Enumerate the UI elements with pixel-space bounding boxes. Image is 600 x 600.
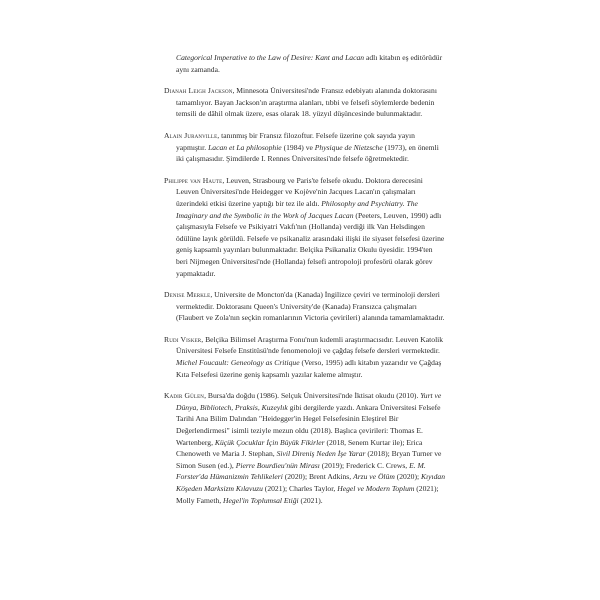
seg: Küçük Çocuklar İçin Büyük Fikirler <box>214 437 325 447</box>
seg: (2021); Charles Taylor, <box>262 484 338 493</box>
seg: (2021); Molly Fameth, <box>176 484 439 505</box>
contributor-entry-juranville <box>164 130 446 165</box>
seg: , Belçika Bilimsel Araştırma Fonu'nun kıdemli araştırmacısıdır. Leuven Katolik Üniversitesi Felsefe Enstitüsü'nde fenomenoloji ve çağdaş felsefe dersleri vermektedir. <box>176 334 444 356</box>
seg: Sivil Direniş Neden İşe Yarar <box>276 449 366 459</box>
contributor-name: Rudi Visker <box>164 334 202 344</box>
seg: , Minnesota Üniversitesi'nde Fransız edebiyatı alanında doktorasını tamamlıyor. Bayan Jackson'ın araştırma alanları, tıbbi ve felsefi söylemlerde bedenin temsili de dâhil olmak üzere, esas olarak 18. yüzyıl düşüncesinde bulunmaktadır. <box>176 86 437 119</box>
contributor-entry-gulen <box>164 390 446 506</box>
contributor-entry-continuation <box>164 52 446 75</box>
seg: Lacan et La philosophie <box>208 142 282 152</box>
contributor-name: Kadir Gülen <box>164 391 205 401</box>
seg: gibi dergilerde yazdı. Ankara Üniversitesi Felsefe Tarihi Ana Bilim Dalından "Heidegger'in Hegel Felsefesinin Eleştirel Bir Değerlendirmesi" isimli teziyle mezun oldu (2018). Başlıca çevirileri: Thomas E. Wartenberg, <box>176 402 441 447</box>
contributor-name: Denise Merkle <box>164 290 211 300</box>
seg: Yurt ve Dünya, Bibliotech, Praksis, Kuzeylık <box>176 391 442 412</box>
seg: , Leuven, Strasbourg ve Paris'te felsefe okudu. Doktora derecesini Leuven Üniversitesi'nde Heidegger ve Kojève'nin Jacques Lacan'ın çalışmaları üzerindeki etkisi üzerine yaptığı bir tez ile aldı. <box>176 175 423 208</box>
contributors-list <box>164 52 446 516</box>
seg: (1973), en önemli iki çalışmasıdır. Şimdilerde I. Rennes Üniversitesi'nde felsefe öğretmektedir. <box>176 142 439 164</box>
seg: Physique de Nietzsche <box>314 142 383 152</box>
seg: Philosophy and Psychiatry. The Imaginary and the Symbolic in the Work of Jacques Lacan <box>176 198 418 220</box>
seg: , Universite de Moncton'da (Kanada) İngilizce çeviri ve terminoloji dersleri vermektedir. Doktorasını Queen's University'de (Kanada) Fransızca çalışmaları (Flaubert ve Zola'nın seçkin romanlarının Victoria çevirileri) alanında tamamlamaktadır. <box>176 290 445 323</box>
seg: (2020); <box>394 472 421 482</box>
seg: (Peeters, Leuven, 1990) adlı çalışmasıyla Felsefe ve Psikiyatri Vakfı'nın (Hollanda) verdiği ilk Van Helsdingen ödülüne layık görüldü. Felsefe ve psikanaliz arasındaki ilişki ile siyaset felsefesi üzerine geniş kapsamlı yayınları bulunmaktadır. Belçika Psikanaliz Okulu üyesidir. 1994'ten beri Nijmegen Üniversitesi'nde (Hollanda) felsefi antropoloji profesörü olarak görev yapmaktadır. <box>176 210 445 278</box>
seg: (2018, Senem Kurtar ile); Erica Chenoweth ve Maria J. Stephan, <box>176 437 423 459</box>
seg: (1984) ve <box>281 142 315 152</box>
contributor-name: Dianah Leigh Jackson <box>164 86 233 96</box>
seg: Categorical Imperative to the Law of Desire: Kant and Lacan <box>176 53 365 62</box>
seg: adlı kitabın eş editörüdür aynı zamanda. <box>176 53 443 74</box>
seg: E. M. Forster'da Hümanizmin Tehlikeleri <box>176 460 426 482</box>
contributor-entry-visker <box>164 334 446 380</box>
seg: , tanınmış bir Fransız filozoftur. Felsefe üzerine çok sayıda yayın yapmıştır. <box>176 130 415 152</box>
seg: Kıyıdan Köşeden Marksizm Kılavuzu <box>176 472 446 493</box>
seg: Michel Foucault: Geneology as Critique <box>176 358 300 368</box>
contributor-entry-van-haute <box>164 175 446 279</box>
seg: Arzu ve Ölüm <box>353 472 395 482</box>
seg: (Verso, 1995) adlı kitabın yazarıdır ve Çağdaş Kıta Felsefesi üzerine geniş kapsamlı yazılar kaleme almıştır. <box>176 358 442 379</box>
seg: , Bursa'da doğdu (1986). Selçuk Üniversitesi'nde İktisat okudu (2010). <box>204 391 421 401</box>
seg: Pierre Bourdieu'nün Mirası <box>235 460 320 470</box>
contributor-entry-jackson <box>164 85 446 120</box>
contributor-name: Philippe van Haute <box>164 175 223 185</box>
seg: Hegel'in Toplumsal Etiği <box>223 495 299 505</box>
seg: (2021). <box>298 495 323 505</box>
seg: (2020); Brent Adkins, <box>282 472 354 482</box>
seg: (2019); Frederick C. Crews, <box>319 460 410 470</box>
contributor-entry-merkle <box>164 289 446 324</box>
contributor-name: Alain Juranville <box>164 130 218 140</box>
seg: (2018); Bryan Turner ve Simon Susen (ed.), <box>176 449 442 470</box>
seg: Hegel ve Modern Toplum <box>337 484 415 493</box>
